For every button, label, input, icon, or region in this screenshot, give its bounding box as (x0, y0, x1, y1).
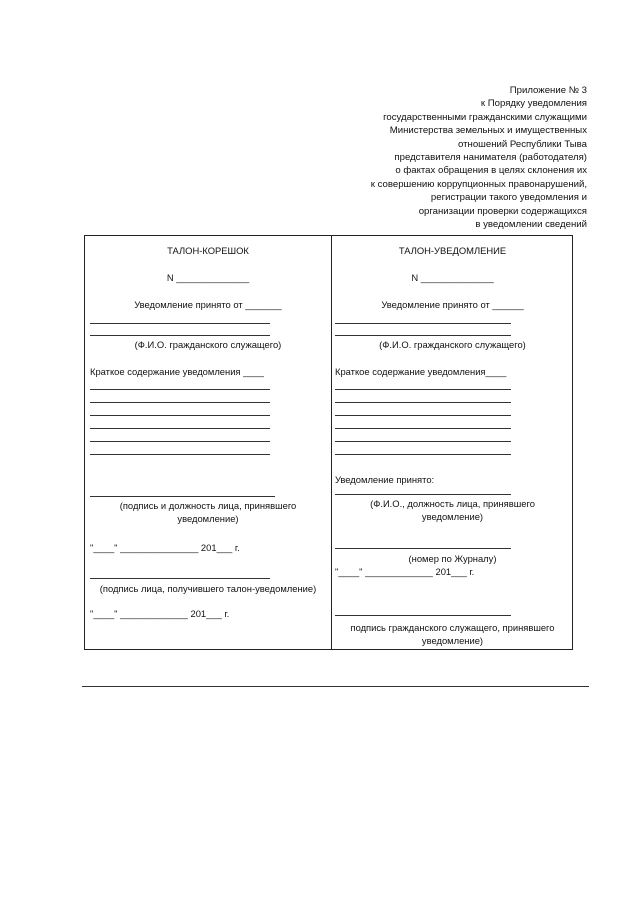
stub-date: "____" _______________ 201___ г. (90, 542, 240, 553)
header-line: к совершению коррупционных правонарушений, (370, 178, 587, 190)
header-line: регистрации такого уведомления и (430, 192, 587, 204)
stub-fio-caption: (Ф.И.О. гражданского служащего) (134, 339, 282, 350)
notice-signature-line (335, 615, 511, 616)
stub-summary-line (90, 428, 270, 429)
notice-fio-position-caption: уведомление) (421, 511, 484, 522)
header-line: о фактах обращения в целях склонения их (395, 165, 587, 177)
notice-fio-position-caption: (Ф.И.О., должность лица, принявшего (370, 498, 535, 509)
stub-signature-caption: уведомление) (177, 513, 239, 524)
notice-received-from: Уведомление принято от ______ (381, 299, 524, 310)
notice-date: "____" _____________ 201___ г. (335, 566, 475, 577)
stub-signature-caption: (подпись и должность лица, принявшего (119, 500, 297, 511)
stub-summary-line (90, 402, 270, 403)
stub-summary-label: Краткое содержание уведомления ____ (90, 366, 264, 377)
stub-number: N ______________ (166, 272, 250, 283)
stub-summary-line (90, 389, 270, 390)
notice-summary-line (335, 402, 511, 403)
notice-journal-caption: (номер по Журналу) (408, 553, 497, 564)
header-line: к Порядку уведомления (480, 98, 587, 110)
header-line: отношений Республики Тыва (458, 138, 587, 150)
coupon-divider (331, 235, 332, 650)
stub-recipient-line (90, 578, 270, 579)
notice-summary-line (335, 454, 511, 455)
stub-title: ТАЛОН-КОРЕШОК (167, 245, 249, 256)
stub-received-from: Уведомление принято от _______ (134, 299, 282, 310)
notice-signature-caption: уведомление) (421, 635, 484, 646)
notice-accepted-line (335, 494, 511, 495)
stub-date: "____" _____________ 201___ г. (90, 608, 230, 619)
page-separator-line (82, 686, 589, 687)
notice-fio-line (335, 323, 511, 324)
notice-title: ТАЛОН-УВЕДОМЛЕНИЕ (398, 245, 507, 256)
notice-summary-line (335, 428, 511, 429)
notice-fio-line (335, 335, 511, 336)
notice-number: N ______________ (411, 272, 494, 283)
stub-fio-line (90, 335, 270, 336)
header-line: Приложение № 3 (509, 85, 587, 96)
notice-fio-caption: (Ф.И.О. гражданского служащего) (379, 339, 526, 350)
stub-summary-line (90, 441, 270, 442)
stub-fio-line (90, 323, 270, 324)
notice-summary-label: Краткое содержание уведомления____ (335, 366, 507, 377)
stub-signature-line (90, 496, 275, 497)
appendix-header (287, 84, 587, 231)
stub-summary-line (90, 454, 270, 455)
header-line: представителя нанимателя (работодателя) (394, 152, 587, 164)
notice-accepted-label: Уведомление принято: (335, 474, 435, 485)
notice-summary-line (335, 389, 511, 390)
stub-summary-line (90, 415, 270, 416)
notice-signature-caption: подпись гражданского служащего, принявшего (350, 622, 555, 633)
notice-journal-line (335, 548, 511, 549)
header-line: в уведомлении сведений (475, 219, 587, 231)
header-line: Министерства земельных и имущественных (389, 125, 587, 137)
notice-summary-line (335, 415, 511, 416)
header-line: государственными гражданскими служащими (383, 111, 587, 123)
notice-summary-line (335, 441, 511, 442)
stub-recipient-caption: (подпись лица, получившего талон-уведомление) (99, 583, 317, 594)
header-line: организации проверки содержащихся (418, 205, 587, 217)
